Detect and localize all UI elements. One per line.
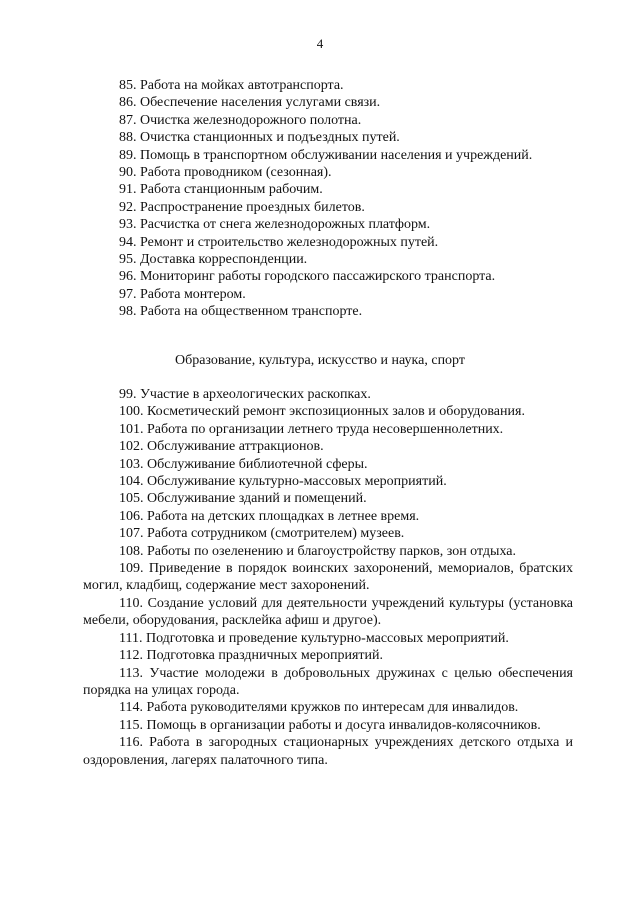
list-item: 99. Участие в археологических раскопках. [119, 387, 371, 402]
list-item: 101. Работа по организации летнего труда несовершеннолетних. [119, 421, 504, 437]
list-item: 93. Расчистка от снега железнодорожных платформ. [119, 217, 431, 233]
list-item: 109. Приведение в порядок воинских захоронений, мемориалов, братских могил, кладбищ, содержание мест захоронений. [83, 561, 573, 594]
list-item: 98. Работа на общественном транспорте. [119, 304, 363, 320]
list-item: 105. Обслуживание зданий и помещений. [119, 491, 367, 507]
list-item: 116. Работа в загородных стационарных учреждениях детского отдыха и оздоровления, лагерях палаточного типа. [83, 735, 573, 768]
list-item: 88. Очистка станционных и подъездных путей. [119, 130, 400, 146]
list-item: 95. Доставка корреспонденции. [119, 252, 308, 268]
list-item: 114. Работа руководителями кружков по интересам для инвалидов. [119, 700, 519, 716]
list-item: 87. Очистка железнодорожного полотна. [119, 112, 362, 128]
list-item: 107. Работа сотрудником (смотрителем) музеев. [119, 526, 405, 542]
list-item: 97. Работа монтером. [119, 286, 246, 302]
list-item: 108. Работы по озеленению и благоустройству парков, зон отдыха. [119, 543, 516, 559]
education-culture-job-list [83, 386, 573, 769]
list-item: 96. Мониторинг работы городского пассажирского транспорта. [119, 269, 496, 285]
list-item: 85. Работа на мойках автотранспорта. [119, 78, 344, 93]
list-item: 113. Участие молодежи в добровольных дружинах с целью обеспечения порядка на улицах города. [83, 665, 573, 698]
list-item: 103. Обслуживание библиотечной сферы. [119, 456, 368, 472]
list-item: 91. Работа станционным рабочим. [119, 182, 323, 198]
section-heading: Образование, культура, искусство и наука, спорт [174, 353, 465, 368]
list-item: 112. Подготовка праздничных мероприятий. [119, 648, 383, 664]
list-item: 100. Косметический ремонт экспозиционных залов и оборудования. [119, 404, 525, 420]
list-item: 104. Обслуживание культурно-массовых мероприятий. [119, 474, 447, 490]
list-item: 102. Обслуживание аттракционов. [119, 439, 324, 455]
list-item: 106. Работа на детских площадках в летнее время. [119, 508, 420, 524]
page-number: 4 [316, 36, 324, 51]
transport-job-list [83, 77, 573, 321]
list-item: 86. Обеспечение населения услугами связи. [119, 95, 381, 111]
list-item: 92. Распространение проездных билетов. [119, 199, 365, 215]
list-item: 94. Ремонт и строительство железнодорожных путей. [119, 234, 439, 250]
list-item: 110. Создание условий для деятельности учреждений культуры (установка мебели, оборудования, расклейка афиш и другое). [83, 595, 573, 629]
list-item: 90. Работа проводником (сезонная). [119, 165, 332, 181]
list-item: 115. Помощь в организации работы и досуга инвалидов-колясочников. [119, 717, 541, 733]
list-item: 111. Подготовка и проведение культурно-массовых мероприятий. [119, 630, 509, 646]
list-item: 89. Помощь в транспортном обслуживании населения и учреждений. [119, 147, 533, 163]
